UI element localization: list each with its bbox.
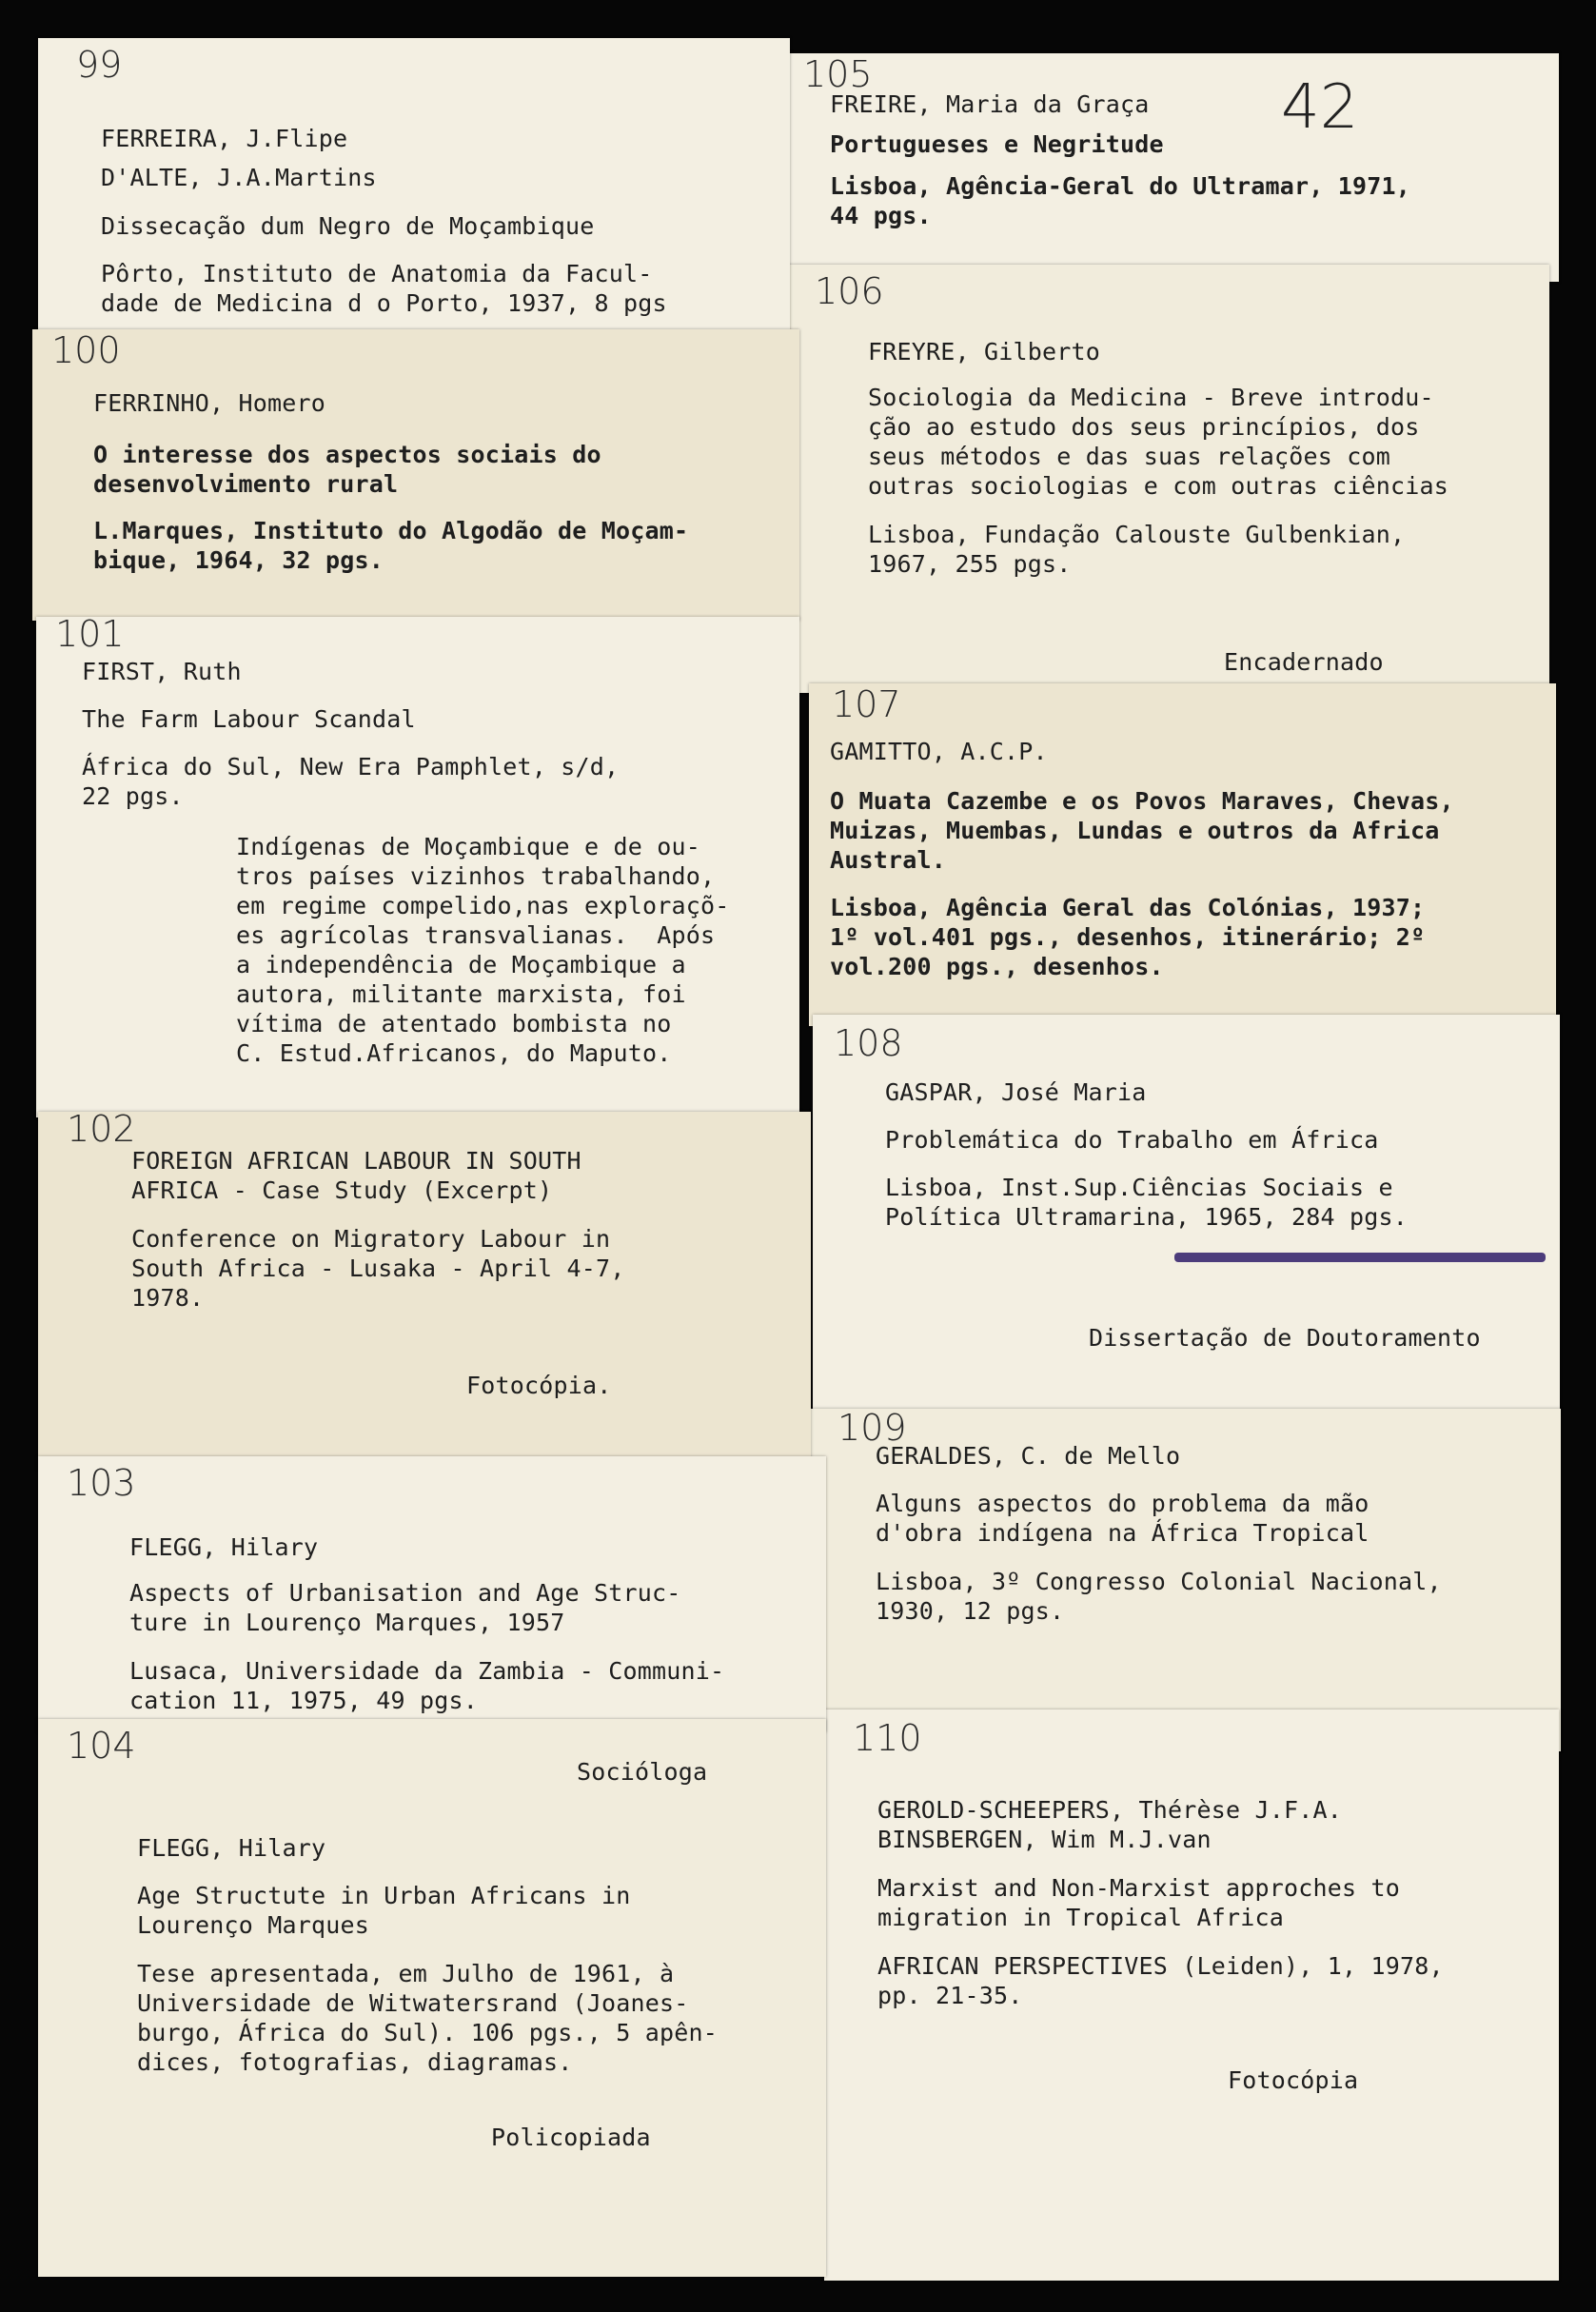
author: FREYRE, Gilberto <box>868 338 1101 366</box>
author: GASPAR, José Maria <box>885 1078 1147 1106</box>
publisher: Pôrto, Instituto de Anatomia da Facul- <box>101 260 653 287</box>
note: Fotocópia. <box>466 1372 612 1399</box>
title-line: seus métodos e das suas relações com <box>868 443 1391 470</box>
publisher: Lisboa, Agência-Geral do Ultramar, 1971, <box>830 172 1411 200</box>
title-line: ture in Lourenço Marques, 1957 <box>129 1609 565 1636</box>
summary-line: a independência de Moçambique a <box>236 951 686 978</box>
publisher: Lisboa, Agência Geral das Colónias, 1937; <box>830 894 1426 921</box>
author: FLEGG, Hilary <box>129 1533 319 1561</box>
card-101 <box>36 617 799 1117</box>
publisher: Lisboa, Fundação Calouste Gulbenkian, <box>868 521 1406 548</box>
card-102 <box>38 1112 811 1470</box>
summary-line: vítima de atentado bombista no <box>236 1010 672 1037</box>
note: Dissertação de Doutoramento <box>1089 1324 1481 1352</box>
pages: 22 pgs. <box>82 782 184 810</box>
publisher: Lisboa, 3º Congresso Colonial Nacional, <box>876 1568 1442 1595</box>
summary-line: es agrícolas transvalianas. Após <box>236 921 716 949</box>
title-line: d'obra indígena na África Tropical <box>876 1519 1369 1547</box>
volumes: 1º vol.401 pgs., desenhos, itinerário; 2º <box>830 923 1426 951</box>
author: FLEGG, Hilary <box>137 1834 326 1862</box>
publisher: África do Sul, New Era Pamphlet, s/d, <box>82 753 620 781</box>
title: Portugueses e Negritude <box>830 130 1164 158</box>
title-line: Alguns aspectos do problema da mão <box>876 1490 1369 1517</box>
card-number: 109 <box>837 1409 907 1449</box>
author: FIRST, Ruth <box>82 658 242 685</box>
publisher: Lisboa, Inst.Sup.Ciências Sociais e <box>885 1174 1393 1201</box>
ink-strike <box>1174 1253 1546 1262</box>
title-line: Marxist and Non-Marxist approches to <box>877 1874 1401 1902</box>
author: FREIRE, Maria da Graça <box>830 90 1150 118</box>
card-99 <box>38 38 790 343</box>
note: Policopiada <box>491 2124 651 2151</box>
title-line: Muizas, Muembas, Lundas e outros da Africa <box>830 817 1440 844</box>
card-number: 104 <box>67 1725 136 1767</box>
card-number: 108 <box>834 1022 903 1064</box>
card-number: 110 <box>853 1717 922 1759</box>
title-line: Sociologia da Medicina - Breve introdu- <box>868 384 1434 411</box>
publisher: dade de Medicina d o Porto, 1937, 8 pgs <box>101 289 667 317</box>
title-line: desenvolvimento rural <box>93 470 399 498</box>
title: The Farm Labour Scandal <box>82 705 416 733</box>
title-line: O Muata Cazembe e os Povos Maraves, Chevas, <box>830 787 1454 815</box>
summary-line: Indígenas de Moçambique e de ou- <box>236 833 701 860</box>
summary-line: C. Estud.Africanos, do Maputo. <box>236 1039 672 1067</box>
title-line: ção ao estudo dos seus princípios, dos <box>868 413 1420 441</box>
thesis-line: burgo, África do Sul). 106 pgs., 5 apên- <box>137 2019 719 2046</box>
card-103 <box>38 1456 826 1732</box>
volumes: vol.200 pgs., desenhos. <box>830 953 1164 980</box>
author: BINSBERGEN, Wim M.J.van <box>877 1826 1212 1853</box>
title: Dissecação dum Negro de Moçambique <box>101 212 595 240</box>
handwritten-mark: 42 <box>1281 72 1359 143</box>
title-line: FOREIGN AFRICAN LABOUR IN SOUTH <box>131 1147 581 1175</box>
title-line: O interesse dos aspectos sociais do <box>93 441 601 468</box>
card-number: 101 <box>55 617 125 655</box>
note: Fotocópia <box>1228 2066 1359 2094</box>
card-105 <box>786 53 1559 282</box>
card-104 <box>38 1719 826 2277</box>
author: D'ALTE, J.A.Martins <box>101 164 377 191</box>
note: Encadernado <box>1224 648 1384 676</box>
card-number: 102 <box>67 1112 136 1150</box>
author: GAMITTO, A.C.P. <box>830 738 1048 765</box>
card-number: 105 <box>803 53 873 95</box>
title-line: Age Structute in Urban Africans in <box>137 1882 631 1909</box>
card-107 <box>809 683 1556 1026</box>
title: Problemática do Trabalho em África <box>885 1126 1379 1154</box>
card-110 <box>824 1709 1559 2281</box>
pages: 1967, 255 pgs. <box>868 550 1072 578</box>
summary-line: em regime compelido,nas exploraçõ- <box>236 892 730 919</box>
title-line: AFRICA - Case Study (Excerpt) <box>131 1176 553 1204</box>
title-line: outras sociologias e com outras ciências <box>868 472 1449 500</box>
card-number: 99 <box>76 44 123 86</box>
card-108 <box>813 1015 1560 1414</box>
thesis-line: Tese apresentada, em Julho de 1961, à <box>137 1960 675 1987</box>
publisher: Lusaca, Universidade da Zambia - Communi- <box>129 1657 725 1685</box>
author: FERRINHO, Homero <box>93 389 326 417</box>
author: FERREIRA, J.Flipe <box>101 125 348 152</box>
card-number: 107 <box>832 683 901 725</box>
pages: pp. 21-35. <box>877 1982 1023 2009</box>
conference: 1978. <box>131 1284 205 1312</box>
publisher: Política Ultramarina, 1965, 284 pgs. <box>885 1203 1409 1231</box>
thesis-line: dices, fotografias, diagramas. <box>137 2048 573 2076</box>
publisher: L.Marques, Instituto do Algodão de Moçam- <box>93 517 689 544</box>
author: GERALDES, C. de Mello <box>876 1442 1181 1470</box>
title-line: Aspects of Urbanisation and Age Struc- <box>129 1579 681 1607</box>
occupation: Socióloga <box>577 1758 708 1786</box>
card-109 <box>809 1409 1561 1751</box>
summary-line: tros países vizinhos trabalhando, <box>236 862 716 890</box>
conference: South Africa - Lusaka - April 4-7, <box>131 1255 625 1282</box>
card-number: 103 <box>67 1462 136 1504</box>
summary-line: autora, militante marxista, foi <box>236 980 686 1008</box>
conference: Conference on Migratory Labour in <box>131 1225 611 1253</box>
card-100 <box>32 329 799 621</box>
publisher: AFRICAN PERSPECTIVES (Leiden), 1, 1978, <box>877 1952 1444 1980</box>
pages: 1930, 12 pgs. <box>876 1597 1065 1625</box>
title-line: Lourenço Marques <box>137 1911 370 1939</box>
thesis-line: Universidade de Witwatersrand (Joanes- <box>137 1989 689 2017</box>
card-number: 106 <box>815 270 884 312</box>
author: GEROLD-SCHEEPERS, Thérèse J.F.A. <box>877 1796 1343 1824</box>
card-number: 100 <box>51 329 121 371</box>
title-line: Austral. <box>830 846 947 874</box>
publisher: cation 11, 1975, 49 pgs. <box>129 1687 479 1714</box>
pages: 44 pgs. <box>830 202 932 229</box>
pages: bique, 1964, 32 pgs. <box>93 546 384 574</box>
title-line: migration in Tropical Africa <box>877 1904 1285 1931</box>
card-106 <box>786 265 1549 693</box>
